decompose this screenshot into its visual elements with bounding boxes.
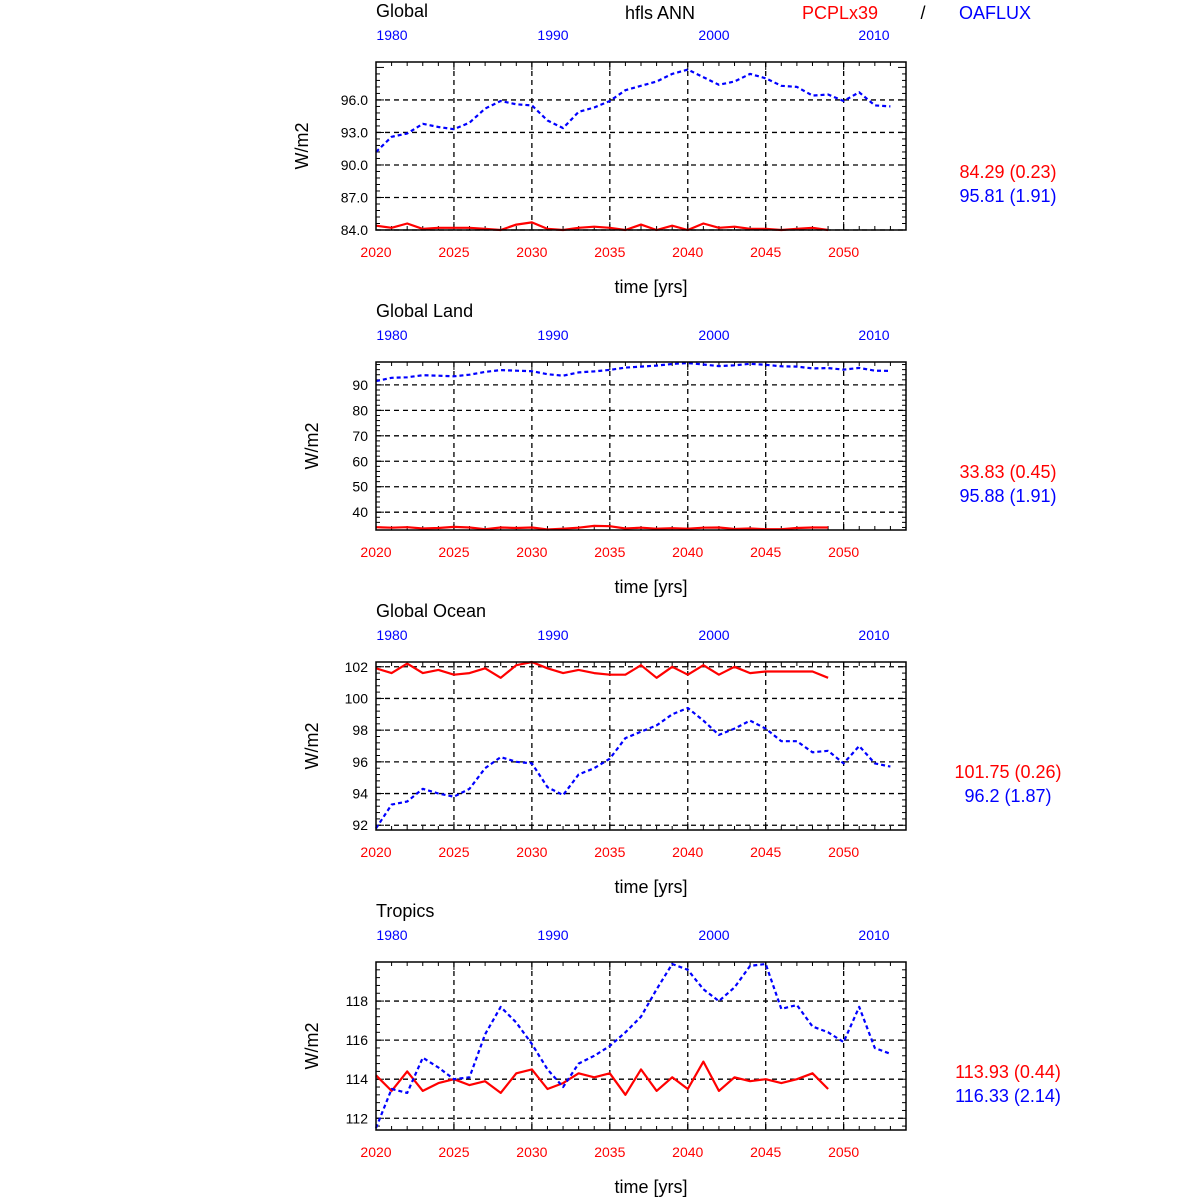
x-tick-label: 2040 — [672, 244, 704, 260]
y-tick-label: 80 — [352, 402, 368, 419]
panel-global-land — [302, 301, 1057, 597]
x-tick-label: 2045 — [750, 244, 782, 260]
panel-global-ocean — [302, 601, 1062, 897]
y-tick-label: 90.0 — [340, 156, 368, 173]
panel-title: Global Land — [376, 301, 474, 321]
x-tick-label: 2025 — [438, 844, 470, 860]
y-tick-label: 40 — [352, 504, 368, 521]
x-tick-label: 2045 — [750, 844, 782, 860]
x-tick-label: 2020 — [360, 844, 392, 860]
x-tick-label: 2025 — [438, 1144, 470, 1160]
x-tick-label: 2030 — [516, 544, 548, 560]
y-tick-label: 98 — [352, 722, 368, 739]
series-line-obs — [376, 708, 890, 828]
y-tick-label: 112 — [345, 1110, 368, 1127]
x-tick-label: 2035 — [594, 544, 626, 560]
top-tick-label: 2000 — [698, 627, 730, 643]
model-stat: 113.93 (0.44) — [955, 1062, 1061, 1082]
series-line-obs — [376, 964, 890, 1128]
y-axis-label: W/m2 — [292, 122, 312, 170]
obs-stat: 116.33 (2.14) — [955, 1086, 1061, 1106]
y-tick-label: 96.0 — [340, 91, 368, 108]
series-line-model — [376, 526, 828, 530]
y-tick-label: 114 — [345, 1071, 368, 1088]
x-axis-label: time [yrs] — [614, 877, 688, 897]
x-axis-label: time [yrs] — [614, 1177, 688, 1197]
x-tick-label: 2050 — [828, 544, 860, 560]
plot-frame — [376, 62, 906, 230]
panel-title: Tropics — [376, 901, 435, 921]
x-tick-label: 2040 — [672, 544, 704, 560]
top-tick-label: 1980 — [376, 627, 408, 643]
y-tick-label: 87.0 — [340, 189, 368, 206]
top-tick-label: 2010 — [858, 627, 890, 643]
x-tick-label: 2020 — [360, 1144, 392, 1160]
obs-stat: 95.88 (1.91) — [959, 486, 1057, 506]
y-tick-label: 70 — [352, 427, 368, 444]
top-tick-label: 2000 — [698, 27, 730, 43]
x-tick-label: 2050 — [828, 244, 860, 260]
x-tick-label: 2050 — [828, 1144, 860, 1160]
y-tick-label: 92 — [352, 817, 368, 834]
y-tick-label: 93.0 — [340, 124, 368, 141]
y-axis-label: W/m2 — [302, 722, 322, 770]
panel-title: Global Ocean — [376, 601, 487, 621]
plot-frame — [376, 362, 906, 530]
y-tick-label: 94 — [352, 785, 368, 802]
y-tick-label: 118 — [345, 993, 368, 1010]
x-tick-label: 2035 — [594, 1144, 626, 1160]
y-axis-label: W/m2 — [302, 422, 322, 470]
x-tick-label: 2020 — [360, 244, 392, 260]
top-tick-label: 1980 — [376, 327, 408, 343]
y-tick-label: 60 — [352, 453, 368, 470]
y-tick-label: 84.0 — [340, 222, 368, 238]
x-tick-label: 2040 — [672, 1144, 704, 1160]
y-tick-label: 100 — [344, 690, 368, 707]
x-axis-label: time [yrs] — [614, 277, 688, 297]
obs-stat: 95.81 (1.91) — [959, 186, 1057, 206]
panel-global — [292, 1, 1057, 297]
series-line-obs — [376, 70, 890, 152]
plot-frame — [376, 962, 906, 1130]
top-tick-label: 1990 — [537, 927, 569, 943]
variable-label: hfls ANN — [624, 3, 696, 23]
obs-legend-label: OAFLUX — [958, 3, 1032, 23]
top-tick-label: 2010 — [858, 927, 890, 943]
series-line-model — [376, 222, 828, 230]
x-tick-label: 2050 — [828, 844, 860, 860]
top-tick-label: 1990 — [537, 627, 569, 643]
x-tick-label: 2045 — [750, 1144, 782, 1160]
model-stat: 84.29 (0.23) — [959, 162, 1057, 182]
x-tick-label: 2030 — [516, 844, 548, 860]
series-line-model — [376, 662, 828, 678]
x-tick-label: 2025 — [438, 244, 470, 260]
top-tick-label: 2010 — [858, 27, 890, 43]
x-tick-label: 2025 — [438, 544, 470, 560]
panel-title: Global — [376, 1, 429, 21]
top-tick-label: 1990 — [537, 327, 569, 343]
x-tick-label: 2045 — [750, 544, 782, 560]
obs-stat: 96.2 (1.87) — [964, 786, 1052, 806]
model-legend-label: PCPLx39 — [801, 3, 879, 23]
top-tick-label: 2000 — [698, 927, 730, 943]
top-tick-label: 1980 — [376, 27, 408, 43]
x-axis-label: time [yrs] — [614, 577, 688, 597]
y-tick-label: 102 — [344, 658, 368, 675]
panel-tropics — [302, 901, 1061, 1197]
y-tick-label: 116 — [345, 1032, 368, 1049]
top-tick-label: 2000 — [698, 327, 730, 343]
model-stat: 33.83 (0.45) — [959, 462, 1057, 482]
top-tick-label: 1990 — [537, 27, 569, 43]
y-tick-label: 96 — [352, 753, 368, 770]
legend-separator: / — [920, 3, 926, 23]
x-tick-label: 2030 — [516, 244, 548, 260]
model-stat: 101.75 (0.26) — [954, 762, 1062, 782]
y-tick-label: 90 — [352, 376, 368, 393]
x-tick-label: 2020 — [360, 544, 392, 560]
top-tick-label: 2010 — [858, 327, 890, 343]
series-line-model — [376, 1062, 828, 1095]
y-axis-label: W/m2 — [302, 1022, 322, 1070]
x-tick-label: 2030 — [516, 1144, 548, 1160]
x-tick-label: 2035 — [594, 244, 626, 260]
y-tick-label: 50 — [352, 478, 368, 495]
top-tick-label: 1980 — [376, 927, 408, 943]
series-line-obs — [376, 363, 890, 381]
x-tick-label: 2040 — [672, 844, 704, 860]
plot-frame — [376, 662, 906, 830]
x-tick-label: 2035 — [594, 844, 626, 860]
